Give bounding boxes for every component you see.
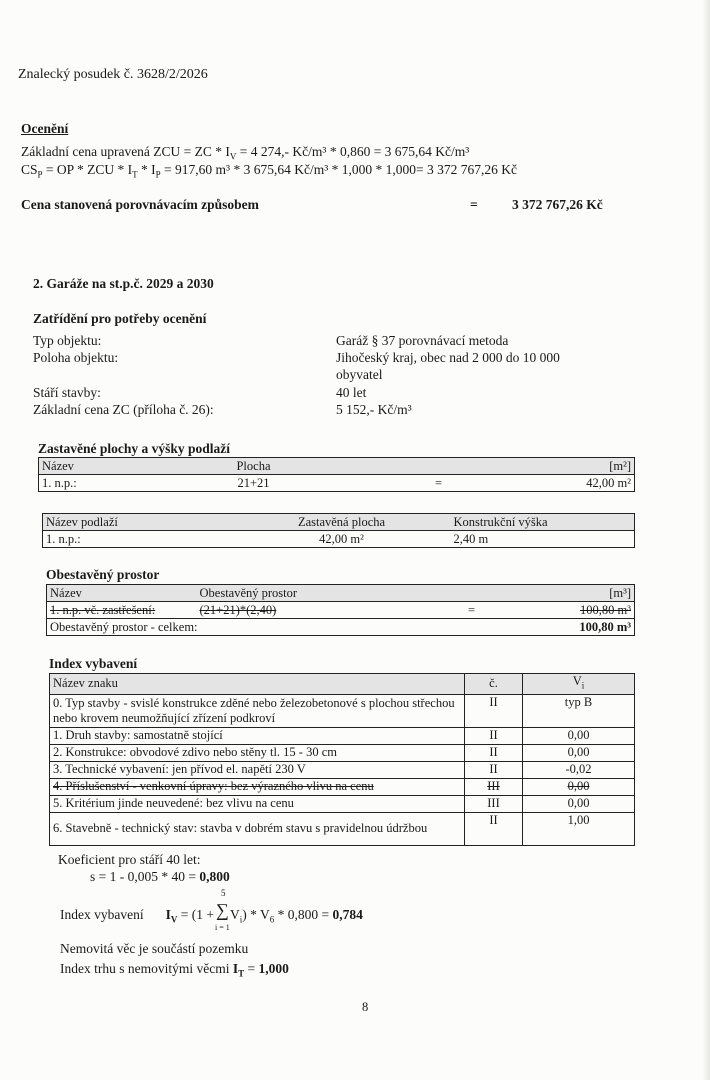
cell-formula: (21+21)*(2,40) <box>197 602 427 619</box>
table-row <box>50 795 635 812</box>
sum-bottom: i = 1 <box>214 923 230 932</box>
cell-plocha: 21+21 <box>129 475 379 492</box>
col-header-nazev: Název <box>47 585 197 602</box>
cell-znak: 4. Příslušenství - venkovní úpravy: bez výrazného vlivu na cenu <box>50 778 465 795</box>
cena-label: Cena stanovená porovnávacím způsobem <box>21 197 259 212</box>
cell-vi: 0,00 <box>523 795 635 812</box>
sum-top: 5 <box>220 888 226 898</box>
cell-cislo: III <box>465 778 523 795</box>
col-header-vyska: Konstrukční výška <box>451 514 635 531</box>
cell-cislo: II <box>465 694 523 727</box>
col-header-unit: [m²] <box>499 458 635 475</box>
table-row <box>50 727 635 744</box>
koeficient-label: Koeficient pro stáří 40 let: <box>58 852 201 867</box>
cell-vi: 0,00 <box>523 778 635 795</box>
col-header-cislo: č. <box>465 674 523 695</box>
page-edge <box>702 0 710 1080</box>
nemovita-text: Nemovitá věc je součástí pozemku <box>60 941 249 956</box>
col-header-vi: $V_i$ <box>523 674 635 695</box>
index-vybaveni-formula: $I_V = (1$ + <box>165 907 214 925</box>
cell-total-label: Obestavěný prostor - celkem: <box>47 619 517 636</box>
cena-value: 3 372 767,26 Kč <box>512 197 603 212</box>
col-header-nazev: Název <box>39 458 129 475</box>
zcu-line: Základní cena upravená ZCU = ZC * $I_V = 4$ 274,- Kč/m³ * 0,860 = 3 675,64 Kč/m³ <box>21 144 470 162</box>
page-number: 8 <box>362 1000 369 1014</box>
table-row <box>43 531 635 548</box>
cell-value: 100,80 m³ <box>517 602 635 619</box>
oceneni-heading: Ocenění <box>21 121 69 136</box>
cell-znak: 6. Stavebně - technický stav: stavba v dobrém stavu s pravidelnou údržbou <box>50 812 465 845</box>
prostor-heading: Obestavěný prostor <box>46 567 160 582</box>
index-vybaveni-label: Index vybavení <box>60 907 144 922</box>
cell-vi: typ B <box>523 694 635 727</box>
cell-value: 42,00 m² <box>499 475 635 492</box>
zatrideni-heading: Zatřídění pro potřeby ocenění <box>33 311 207 326</box>
zatrideni-value-poloha: Jihočeský kraj, obec nad 2 000 do 10 000 <box>336 350 560 365</box>
col-header-plocha: Plocha <box>129 458 379 475</box>
col-header-znak: Název znaku <box>50 674 465 695</box>
sum-symbol: ∑ <box>215 900 229 920</box>
prostor-table <box>46 584 635 636</box>
cell-equals: = <box>427 602 517 619</box>
col-header-unit: [m³] <box>517 585 635 602</box>
csp-line: $CS_P$ = OP * ZCU * $I_T * I_P = 917,60$ m³ * 3 675,64 Kč/m³ * 1,000 * 1,000= 3 372 767,26 Kč <box>21 162 517 180</box>
table-row <box>39 475 635 492</box>
cena-equals: = <box>470 197 478 212</box>
cell-znak: 5. Kritérium jinde neuvedené: bez vlivu na cenu <box>50 795 465 812</box>
vybaveni-table <box>49 673 635 846</box>
cell-znak: 0. Typ stavby - svislé konstrukce zděné nebo železobetonové s plochou střechou nebo krovem neumožňující zřízení podkroví <box>50 694 465 727</box>
cell-vi: -0,02 <box>523 761 635 778</box>
section-title: 2. Garáže na st.p.č. 2029 a 2030 <box>33 276 214 291</box>
cell-cislo: II <box>465 812 523 845</box>
cell-znak: 1. Druh stavby: samostatně stojící <box>50 727 465 744</box>
zatrideni-label-poloha: Poloha objektu: <box>33 350 119 365</box>
koeficient-formula: s = 1 - 0,005 * 40 = 0,800 <box>90 869 230 884</box>
table-row <box>50 694 635 727</box>
cell-znak: 2. Konstrukce: obvodové zdivo nebo stěny tl. 15 - 30 cm <box>50 744 465 761</box>
plochy-table <box>38 457 635 492</box>
col-header-empty <box>379 458 499 475</box>
cell-vi: 1,00 <box>523 812 635 845</box>
zatrideni-value-stari: 40 let <box>336 385 367 400</box>
col-header-prostor: Obestavěný prostor <box>197 585 427 602</box>
table-row <box>47 585 635 602</box>
table-row <box>43 514 635 531</box>
cell-cislo: II <box>465 727 523 744</box>
table-row <box>50 674 635 695</box>
index-vybaveni-vi: $V_i) * V_6 * 0,800 = 0,784$ <box>229 907 363 925</box>
cell-vi: 0,00 <box>523 744 635 761</box>
cell-vyska: 2,40 m <box>451 531 635 548</box>
cell-nazev: 1. n.p.: <box>39 475 129 492</box>
cell-podlazi: 1. n.p.: <box>43 531 233 548</box>
col-header-empty <box>427 585 517 602</box>
document-header: Znalecký posudek č. 3628/2/2026 <box>18 67 208 82</box>
table-row <box>47 619 635 636</box>
cell-equals: = <box>379 475 499 492</box>
zatrideni-value-zc: 5 152,- Kč/m³ <box>336 402 412 417</box>
col-header-zastavena: Zastavěná plocha <box>233 514 451 531</box>
table-row <box>50 812 635 845</box>
zatrideni-label-typ: Typ objektu: <box>33 333 102 348</box>
cell-cislo: II <box>465 744 523 761</box>
cell-zastavena: 42,00 m² <box>233 531 451 548</box>
cell-znak: 3. Technické vybavení: jen přívod el. napětí 230 V <box>50 761 465 778</box>
zatrideni-label-zc: Základní cena ZC (příloha č. 26): <box>33 402 214 417</box>
zatrideni-label-stari: Stáří stavby: <box>33 385 101 400</box>
zatrideni-value-typ: Garáž § 37 porovnávací metoda <box>336 333 509 348</box>
cell-vi: 0,00 <box>523 727 635 744</box>
table-row <box>50 778 635 795</box>
plochy-heading: Zastavěné plochy a výšky podlaží <box>38 441 231 456</box>
table-row <box>47 602 635 619</box>
table-row <box>50 761 635 778</box>
cell-total-value: 100,80 m³ <box>517 619 635 636</box>
cell-cislo: II <box>465 761 523 778</box>
vybaveni-heading: Index vybavení <box>49 656 138 671</box>
table-row <box>39 458 635 475</box>
zatrideni-value-poloha-cont: obyvatel <box>336 367 383 382</box>
col-header-podlazi: Název podlaží <box>43 514 233 531</box>
table-row <box>50 744 635 761</box>
cell-cislo: III <box>465 795 523 812</box>
podlazi-table <box>42 513 635 548</box>
trh-text: Index trhu s nemovitými věcmi $I_T = 1,000$ <box>60 961 289 979</box>
cell-nazev: 1. n.p. vč. zastřešení: <box>47 602 197 619</box>
